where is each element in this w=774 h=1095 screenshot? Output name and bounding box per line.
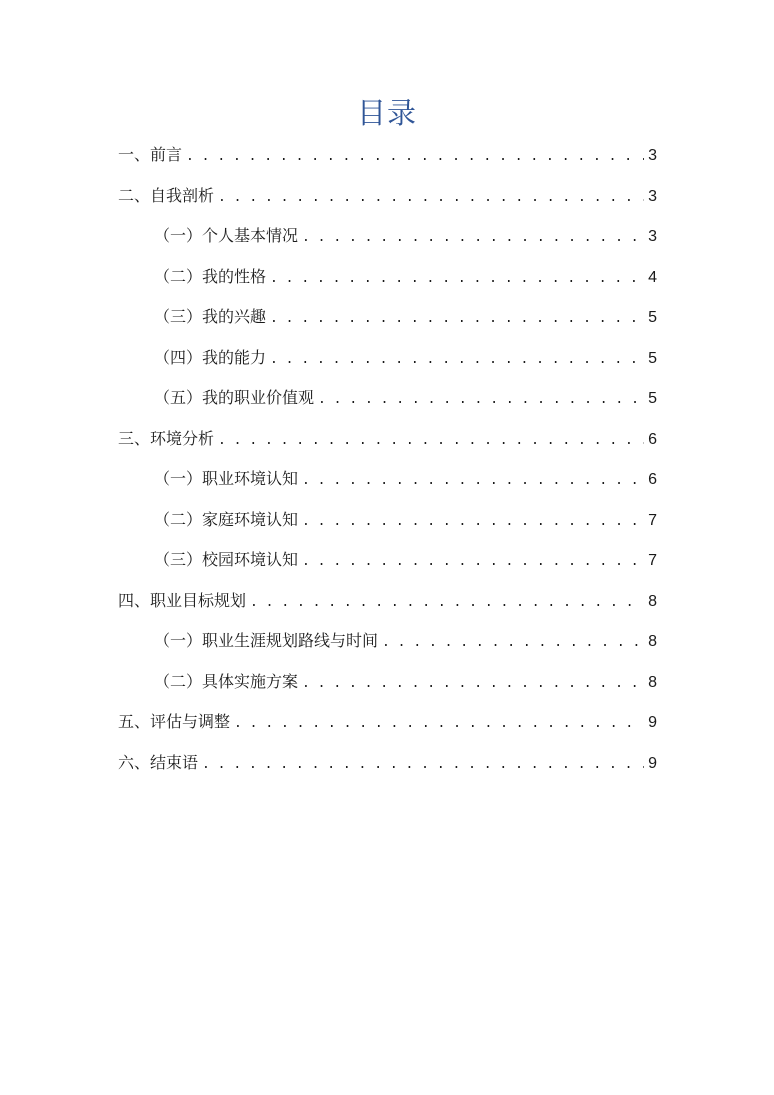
toc-entry-label: （二）具体实施方案 (154, 672, 299, 691)
toc-page-number: 3 (648, 188, 657, 205)
toc-page-number: 5 (648, 350, 657, 367)
toc-page-number: 9 (648, 755, 657, 772)
toc-entry[interactable] (154, 466, 657, 492)
toc-entry[interactable] (118, 142, 657, 168)
toc-page-number: 5 (648, 309, 657, 326)
toc-entry[interactable] (118, 426, 657, 452)
toc-page-number: 5 (648, 390, 657, 407)
toc-entry-label: （一）职业环境认知 (154, 469, 299, 488)
toc-entry-label: （一）个人基本情况 (154, 226, 299, 245)
toc-entry[interactable] (154, 264, 657, 290)
toc-entry-label: 六、结束语 (118, 753, 199, 772)
toc-page-number: 6 (648, 471, 657, 488)
toc-page-number: 9 (648, 714, 657, 731)
toc-title: 目录 (356, 96, 417, 130)
toc-page-number: 7 (648, 512, 657, 529)
toc-entry-label: （四）我的能力 (154, 348, 267, 367)
toc-dot-leader (318, 387, 644, 413)
toc-entry[interactable] (154, 669, 657, 695)
toc-entry-label: 一、前言 (118, 145, 183, 164)
toc-page-number: 7 (648, 552, 657, 569)
toc-entry[interactable] (118, 588, 657, 614)
toc-dot-leader (302, 225, 644, 251)
toc-dot-leader (302, 549, 644, 575)
toc-entry-label: （三）我的兴趣 (154, 307, 267, 326)
toc-dot-leader (218, 185, 644, 211)
toc-dot-leader (302, 509, 644, 535)
toc-entry[interactable] (154, 304, 657, 330)
toc-page-number: 8 (648, 674, 657, 691)
toc-dot-leader (186, 144, 644, 170)
toc-page-number: 4 (648, 269, 657, 286)
toc-entry-label: （五）我的职业价值观 (154, 388, 315, 407)
toc-page-number: 3 (648, 147, 657, 164)
toc-entry-label: 二、自我剖析 (118, 186, 215, 205)
toc-dot-leader (202, 752, 644, 778)
toc-entry-label: （二）家庭环境认知 (154, 510, 299, 529)
toc-dot-leader (250, 590, 644, 616)
toc-entry[interactable] (118, 183, 657, 209)
toc-dot-leader (302, 468, 644, 494)
toc-dot-leader (270, 347, 644, 373)
toc-dot-leader (218, 428, 644, 454)
toc-entry-label: 三、环境分析 (118, 429, 215, 448)
toc-dot-leader (270, 306, 644, 332)
toc-entry-label: 四、职业目标规划 (118, 591, 247, 610)
toc-page-number: 3 (648, 228, 657, 245)
toc-entry[interactable] (154, 628, 657, 654)
toc-page-number: 8 (648, 633, 657, 650)
toc-entry[interactable] (154, 547, 657, 573)
toc-dot-leader (302, 671, 644, 697)
toc-entry[interactable] (154, 507, 657, 533)
toc-entry[interactable] (154, 385, 657, 411)
toc-entry-label: （一）职业生涯规划路线与时间 (154, 631, 379, 650)
toc-entry-label: （二）我的性格 (154, 267, 267, 286)
toc-entry[interactable] (118, 709, 657, 735)
toc-dot-leader (382, 630, 644, 656)
toc-page-number: 8 (648, 593, 657, 610)
toc-entry[interactable] (154, 223, 657, 249)
toc-entry[interactable] (154, 345, 657, 371)
toc-entry-label: 五、评估与调整 (118, 712, 231, 731)
toc-entry-label: （三）校园环境认知 (154, 550, 299, 569)
toc-entry[interactable] (118, 750, 657, 776)
toc-dot-leader (270, 266, 644, 292)
toc-dot-leader (234, 711, 644, 737)
toc-page-number: 6 (648, 431, 657, 448)
